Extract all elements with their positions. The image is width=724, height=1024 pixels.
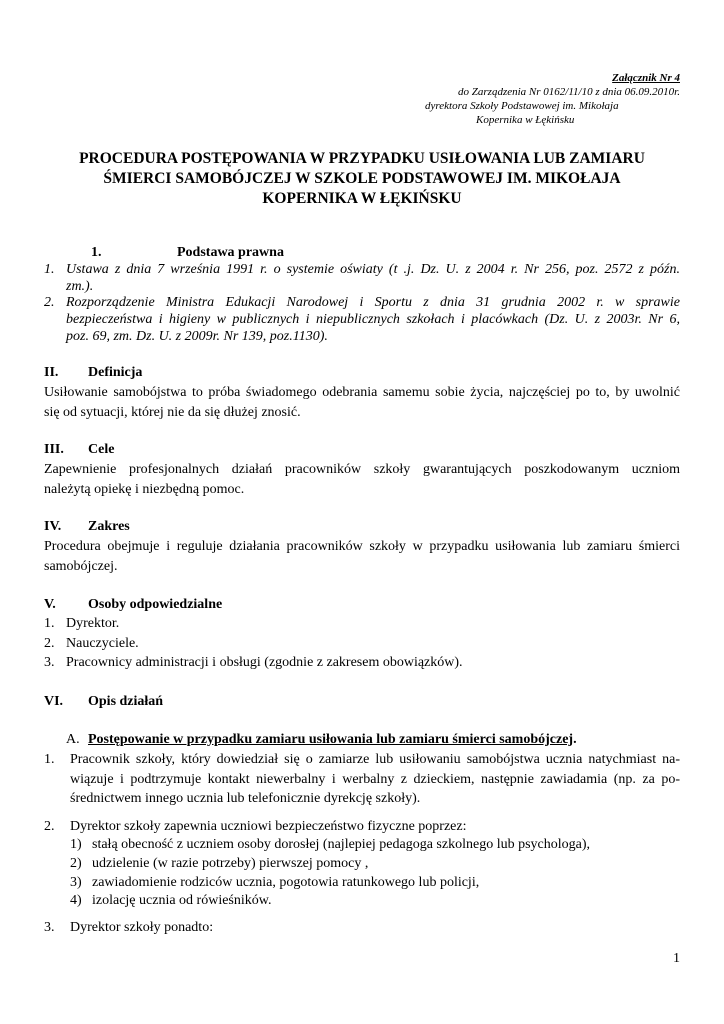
legal-basis-2-number: 2. [44,295,55,310]
decree-issuer: dyrektora Szkoły Podstawowej im. Mikołaja [425,100,619,112]
section-4-heading: Zakres [88,519,130,534]
subsection-a-end: . [573,732,577,747]
legal-basis-2-line-3: poz. 69, zm. Dz. U. z 2009r. Nr 139, poz.1130). [66,329,328,344]
legal-basis-1-line-1: Ustawa z dnia 7 września 1991 r. o systemie oświaty (t .j. Dz. U. z 2004 r. Nr 256, poz. 2572 z późn. [66,262,680,277]
scope-line-1: Procedura obejmuje i reguluje działania pracowników szkoły w przypadku usiłowania lub zamiaru śmierci [44,539,680,554]
responsible-item-3-number: 3. [44,655,55,670]
definition-line-1: Usiłowanie samobójstwa to próba świadomego odebrania samemu sobie życia, najczęściej po to, by uwolnić [44,385,680,400]
action-1-line-1: Pracownik szkoły, który dowiedział się o zamiarze lub usiłowaniu samobójstwa ucznia natychmiast na- [70,752,680,767]
legal-basis-2-line-2: bezpieczeństwa i higieny w publicznych i niepublicznych szkołach i placówkach (Dz. U. z 2003r. Nr 6, [66,312,680,327]
section-2-number: II. [44,365,59,380]
action-2-number: 2. [44,819,55,834]
section-1-number: 1. [91,245,102,260]
action-1-number: 1. [44,752,55,767]
goals-line-2: należytą opiekę i niezbędną pomoc. [44,482,245,497]
section-3-heading: Cele [88,442,115,457]
section-5-number: V. [44,597,56,612]
responsible-item-1: Dyrektor. [66,616,120,631]
decree-reference: do Zarządzenia Nr 0162/11/10 z dnia 06.09.2010r. [458,86,680,98]
action-1-line-2: wiązuje i podtrzymuje kontakt niewerbalny i werbalny z dzieckiem, następnie zawiadamia (np. za po- [70,772,680,787]
section-6-heading: Opis działań [88,694,164,709]
definition-line-2: się od sytuacji, której nie da się dłużej znosić. [44,405,301,420]
decree-issuer-location: Kopernika w Łękińsku [476,114,575,126]
section-1-heading: Podstawa prawna [177,245,284,260]
scope-line-2: samobójczej. [44,559,118,574]
document-title-line-2: ŚMIERCI SAMOBÓJCZEJ W SZKOLE PODSTAWOWEJ IM. MIKOŁAJA [103,170,621,187]
responsible-item-3: Pracownicy administracji i obsługi (zgodnie z zakresem obowiązków). [66,655,463,670]
legal-basis-1-number: 1. [44,262,55,277]
attachment-label: Załącznik Nr 4 [612,72,680,84]
subsection-a-letter: A. [66,732,80,747]
action-2-subitem-4-number: 4) [70,893,82,908]
section-4-number: IV. [44,519,62,534]
action-2-subitem-2-number: 2) [70,856,82,871]
legal-basis-2-line-1: Rozporządzenie Ministra Edukacji Narodowej i Sportu z dnia 31 grudnia 2002 r. w sprawie [66,295,680,310]
responsible-item-1-number: 1. [44,616,55,631]
section-5-heading: Osoby odpowiedzialne [88,597,223,612]
document-title-line-1: PROCEDURA POSTĘPOWANIA W PRZYPADKU USIŁOWANIA LUB ZAMIARU [79,150,645,167]
page-number: 1 [673,951,680,966]
responsible-item-2-number: 2. [44,636,55,651]
action-2-subitem-2: udzielenie (w razie potrzeby) pierwszej pomocy , [92,856,369,871]
action-2-subitem-4: izolację ucznia od rówieśników. [92,893,272,908]
action-2-subitem-1: stałą obecność z uczniem osoby dorosłej (najlepiej pedagoga szkolnego lub psychologa), [92,837,591,852]
section-6-number: VI. [44,694,64,709]
legal-basis-1-line-2: zm.). [66,279,94,294]
section-3-number: III. [44,442,64,457]
document-title-line-3: KOPERNIKA W ŁĘKIŃSKU [262,190,462,207]
responsible-item-2: Nauczyciele. [66,636,139,651]
section-2-heading: Definicja [88,365,143,380]
action-3-number: 3. [44,920,55,935]
action-1-line-3: średnictwem innego ucznia lub telefonicznie dyrekcję szkoły). [70,791,421,806]
action-2-subitem-1-number: 1) [70,837,82,852]
goals-line-1: Zapewnienie profesjonalnych działań pracowników szkoły gwarantujących poszkodowanym uczniom [44,462,680,477]
action-2-subitem-3-number: 3) [70,875,82,890]
action-3-text: Dyrektor szkoły ponadto: [70,920,214,935]
subsection-a-heading-wrap [88,730,577,749]
action-2-subitem-3: zawiadomienie rodziców ucznia, pogotowia ratunkowego lub policji, [92,875,480,890]
action-2-text: Dyrektor szkoły zapewnia uczniowi bezpieczeństwo fizyczne poprzez: [70,819,467,834]
subsection-a-heading: Postępowanie w przypadku zamiaru usiłowania lub zamiaru śmierci samobójczej [88,732,574,747]
